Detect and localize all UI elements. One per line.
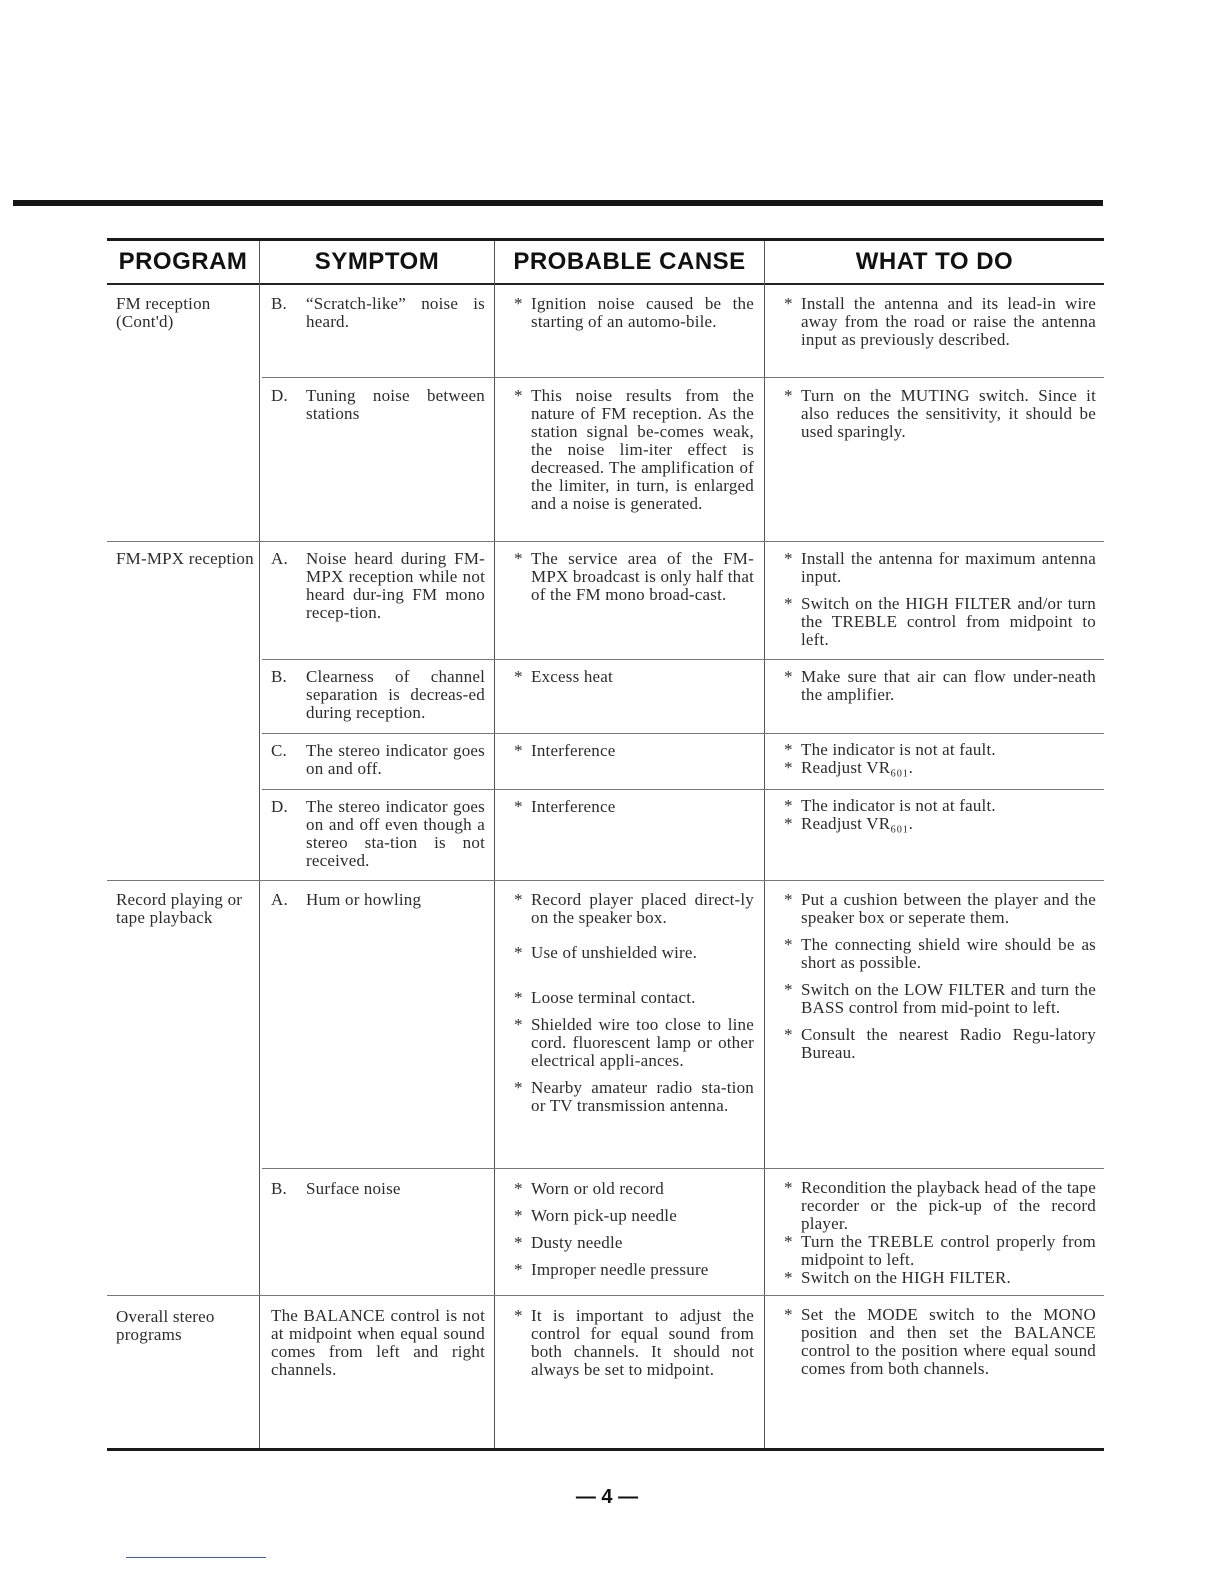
todo-cell xyxy=(784,797,1096,833)
todo-item: Readjust VR₆₀₁. xyxy=(801,758,914,777)
column-divider xyxy=(494,241,495,1448)
symptom-cell xyxy=(271,742,485,787)
bullet-marker: * xyxy=(784,980,793,999)
symptom-text: “Scratch-like” noise is heard. xyxy=(306,294,485,331)
todo-item: The indicator is not at fault. xyxy=(801,740,996,759)
header-program: PROGRAM xyxy=(118,248,248,275)
bullet-marker: * xyxy=(514,797,523,816)
symptom-text: The stereo indicator goes on and off. xyxy=(306,741,485,778)
cause-cell xyxy=(514,1180,754,1288)
cause-cell xyxy=(514,891,754,1124)
symptom-cell xyxy=(271,550,485,631)
program-fm-mpx: FM-MPX reception xyxy=(116,549,254,568)
cause-item: Shielded wire too close to line cord. fluorescent lamp or other electrical appli-ances. xyxy=(531,1015,754,1070)
todo-item: Switch on the HIGH FILTER and/or turn the TREBLE control from midpoint to left. xyxy=(801,594,1096,649)
program-record-tape: Record playing or tape playback xyxy=(116,890,243,927)
cause-item: Ignition noise caused be the starting of an automo-bile. xyxy=(531,294,754,331)
todo-item: Install the antenna and its lead-in wire away from the road or raise the antenna input as previously described. xyxy=(801,294,1096,349)
symptom-marker: B. xyxy=(271,1179,287,1198)
cause-item: Worn pick-up needle xyxy=(531,1206,677,1225)
bullet-marker: * xyxy=(514,294,523,313)
bullet-marker: * xyxy=(514,890,523,909)
todo-item: Set the MODE switch to the MONO position and then set the BALANCE control to the position where equal sound comes from both channels. xyxy=(801,1305,1096,1378)
table-top-border xyxy=(107,238,1104,241)
bullet-marker: * xyxy=(514,1306,523,1325)
symptom-marker: C. xyxy=(271,741,287,760)
todo-item: Recondition the playback head of the tape recorder or the pick-up of the record player. xyxy=(801,1178,1096,1233)
symptom-text: The BALANCE control is not at midpoint when equal sound comes from left and right channels. xyxy=(271,1306,485,1379)
cause-item: Worn or old record xyxy=(531,1179,664,1198)
bullet-marker: * xyxy=(784,386,793,405)
table-bottom-border xyxy=(107,1448,1104,1451)
cause-item: Interference xyxy=(531,797,616,816)
cause-item: This noise results from the nature of FM reception. As the station signal be-comes weak, the noise lim-iter effect is decreased. The amplification of the limiter, in turn, is enlarged and a noise is generated. xyxy=(531,386,754,513)
row-divider xyxy=(262,1168,1104,1169)
bullet-marker: * xyxy=(784,594,793,613)
symptom-cell xyxy=(271,295,485,340)
cause-cell xyxy=(514,1307,754,1388)
symptom-text: The stereo indicator goes on and off even though a stereo sta-tion is not received. xyxy=(306,797,485,870)
todo-cell xyxy=(784,550,1096,658)
todo-item: Make sure that air can flow under-neath the amplifier. xyxy=(801,667,1096,704)
symptom-cell xyxy=(271,668,485,731)
header-probable-cause: PROBABLE CANSE xyxy=(513,248,746,275)
bullet-marker: * xyxy=(784,294,793,313)
bullet-marker: * xyxy=(784,549,793,568)
cause-cell xyxy=(514,742,754,769)
cause-cell xyxy=(514,668,754,695)
row-divider xyxy=(262,789,1104,790)
todo-item: Turn on the MUTING switch. Since it also reduces the sensitivity, it should be used sparingly. xyxy=(801,386,1096,441)
top-rule xyxy=(13,200,1103,206)
table-header-rule xyxy=(107,283,1104,285)
bullet-marker: * xyxy=(514,741,523,760)
symptom-cell xyxy=(271,1180,485,1207)
bullet-marker: * xyxy=(784,1305,793,1324)
bullet-marker: * xyxy=(784,796,793,815)
symptom-text: Noise heard during FM-MPX reception while not heard dur-ing FM mono recep-tion. xyxy=(306,549,485,622)
bullet-marker: * xyxy=(514,386,523,405)
symptom-marker: D. xyxy=(271,386,288,405)
bullet-marker: * xyxy=(514,667,523,686)
bullet-marker: * xyxy=(514,943,523,962)
program-fm-reception: FM reception (Cont'd) xyxy=(116,294,211,331)
bullet-marker: * xyxy=(514,1206,523,1225)
todo-cell xyxy=(784,891,1096,1071)
cause-item: Improper needle pressure xyxy=(531,1260,709,1279)
todo-cell xyxy=(784,668,1096,713)
bullet-marker: * xyxy=(784,814,793,833)
todo-item: Turn the TREBLE control properly from midpoint to left. xyxy=(801,1232,1096,1269)
bullet-marker: * xyxy=(514,988,523,1007)
bullet-marker: * xyxy=(784,1025,793,1044)
symptom-marker: B. xyxy=(271,667,287,686)
todo-item: Switch on the LOW FILTER and turn the BASS control from mid-point to left. xyxy=(801,980,1096,1017)
header-what-to-do: WHAT TO DO xyxy=(855,248,1014,275)
cause-item: Nearby amateur radio sta-tion or TV transmission antenna. xyxy=(531,1078,754,1115)
bullet-marker: * xyxy=(784,667,793,686)
symptom-cell xyxy=(271,891,485,918)
header-symptom: SYMPTOM xyxy=(314,248,440,275)
symptom-text: Hum or howling xyxy=(306,890,422,909)
cause-item: Excess heat xyxy=(531,667,613,686)
row-divider xyxy=(262,659,1104,660)
symptom-text: Clearness of channel separation is decreas-ed during reception. xyxy=(306,667,485,722)
cause-item: Use of unshielded wire. xyxy=(531,943,698,962)
bullet-marker: * xyxy=(514,1078,523,1097)
bullet-marker: * xyxy=(784,890,793,909)
cause-cell xyxy=(514,387,754,522)
symptom-cell xyxy=(271,798,485,879)
todo-item: Put a cushion between the player and the speaker box or seperate them. xyxy=(801,890,1096,927)
column-divider xyxy=(259,241,260,1448)
cause-cell xyxy=(514,550,754,613)
row-divider xyxy=(262,377,1104,378)
cause-item: The service area of the FM-MPX broadcast is only half that of the FM mono broad-cast. xyxy=(531,549,754,604)
todo-cell xyxy=(784,295,1096,358)
symptom-text: Tuning noise between stations xyxy=(306,386,485,423)
bullet-marker: * xyxy=(784,1268,793,1287)
todo-item: Install the antenna for maximum antenna input. xyxy=(801,549,1096,586)
symptom-marker: D. xyxy=(271,797,288,816)
todo-cell xyxy=(784,1306,1096,1387)
cause-cell xyxy=(514,295,754,340)
cause-item: It is important to adjust the control for equal sound from both channels. It should not always be set to midpoint. xyxy=(531,1306,754,1379)
todo-item: The indicator is not at fault. xyxy=(801,796,996,815)
symptom-cell xyxy=(271,387,485,432)
cause-item: Record player placed direct-ly on the speaker box. xyxy=(531,890,754,927)
bullet-marker: * xyxy=(514,1260,523,1279)
row-divider xyxy=(107,1295,1104,1296)
bullet-marker: * xyxy=(514,1015,523,1034)
cause-item: Dusty needle xyxy=(531,1233,623,1252)
todo-item: Consult the nearest Radio Regu-latory Bureau. xyxy=(801,1025,1096,1062)
bullet-marker: * xyxy=(784,935,793,954)
todo-item: The connecting shield wire should be as short as possible. xyxy=(801,935,1096,972)
scan-artifact-line xyxy=(126,1557,266,1558)
cause-item: Interference xyxy=(531,741,616,760)
bullet-marker: * xyxy=(514,549,523,568)
todo-cell xyxy=(784,741,1096,777)
todo-item: Readjust VR₆₀₁. xyxy=(801,814,914,833)
row-divider xyxy=(107,880,1104,881)
symptom-marker: A. xyxy=(271,549,288,568)
todo-cell xyxy=(784,387,1096,450)
bullet-marker: * xyxy=(514,1179,523,1198)
symptom-text: Surface noise xyxy=(306,1179,401,1198)
program-overall-stereo: Overall stereo programs xyxy=(116,1307,215,1344)
bullet-marker: * xyxy=(514,1233,523,1252)
row-divider xyxy=(107,541,1104,542)
symptom-marker: B. xyxy=(271,294,287,313)
bullet-marker: * xyxy=(784,740,793,759)
symptom-marker: A. xyxy=(271,890,288,909)
bullet-marker: * xyxy=(784,758,793,777)
page-number: — 4 — xyxy=(575,1486,639,1508)
bullet-marker: * xyxy=(784,1178,793,1197)
todo-cell xyxy=(784,1179,1096,1287)
row-divider xyxy=(262,733,1104,734)
cause-item: Loose terminal contact. xyxy=(531,988,696,1007)
bullet-marker: * xyxy=(784,1232,793,1251)
cause-cell xyxy=(514,798,754,825)
column-divider xyxy=(764,241,765,1448)
todo-item: Switch on the HIGH FILTER. xyxy=(801,1268,1011,1287)
